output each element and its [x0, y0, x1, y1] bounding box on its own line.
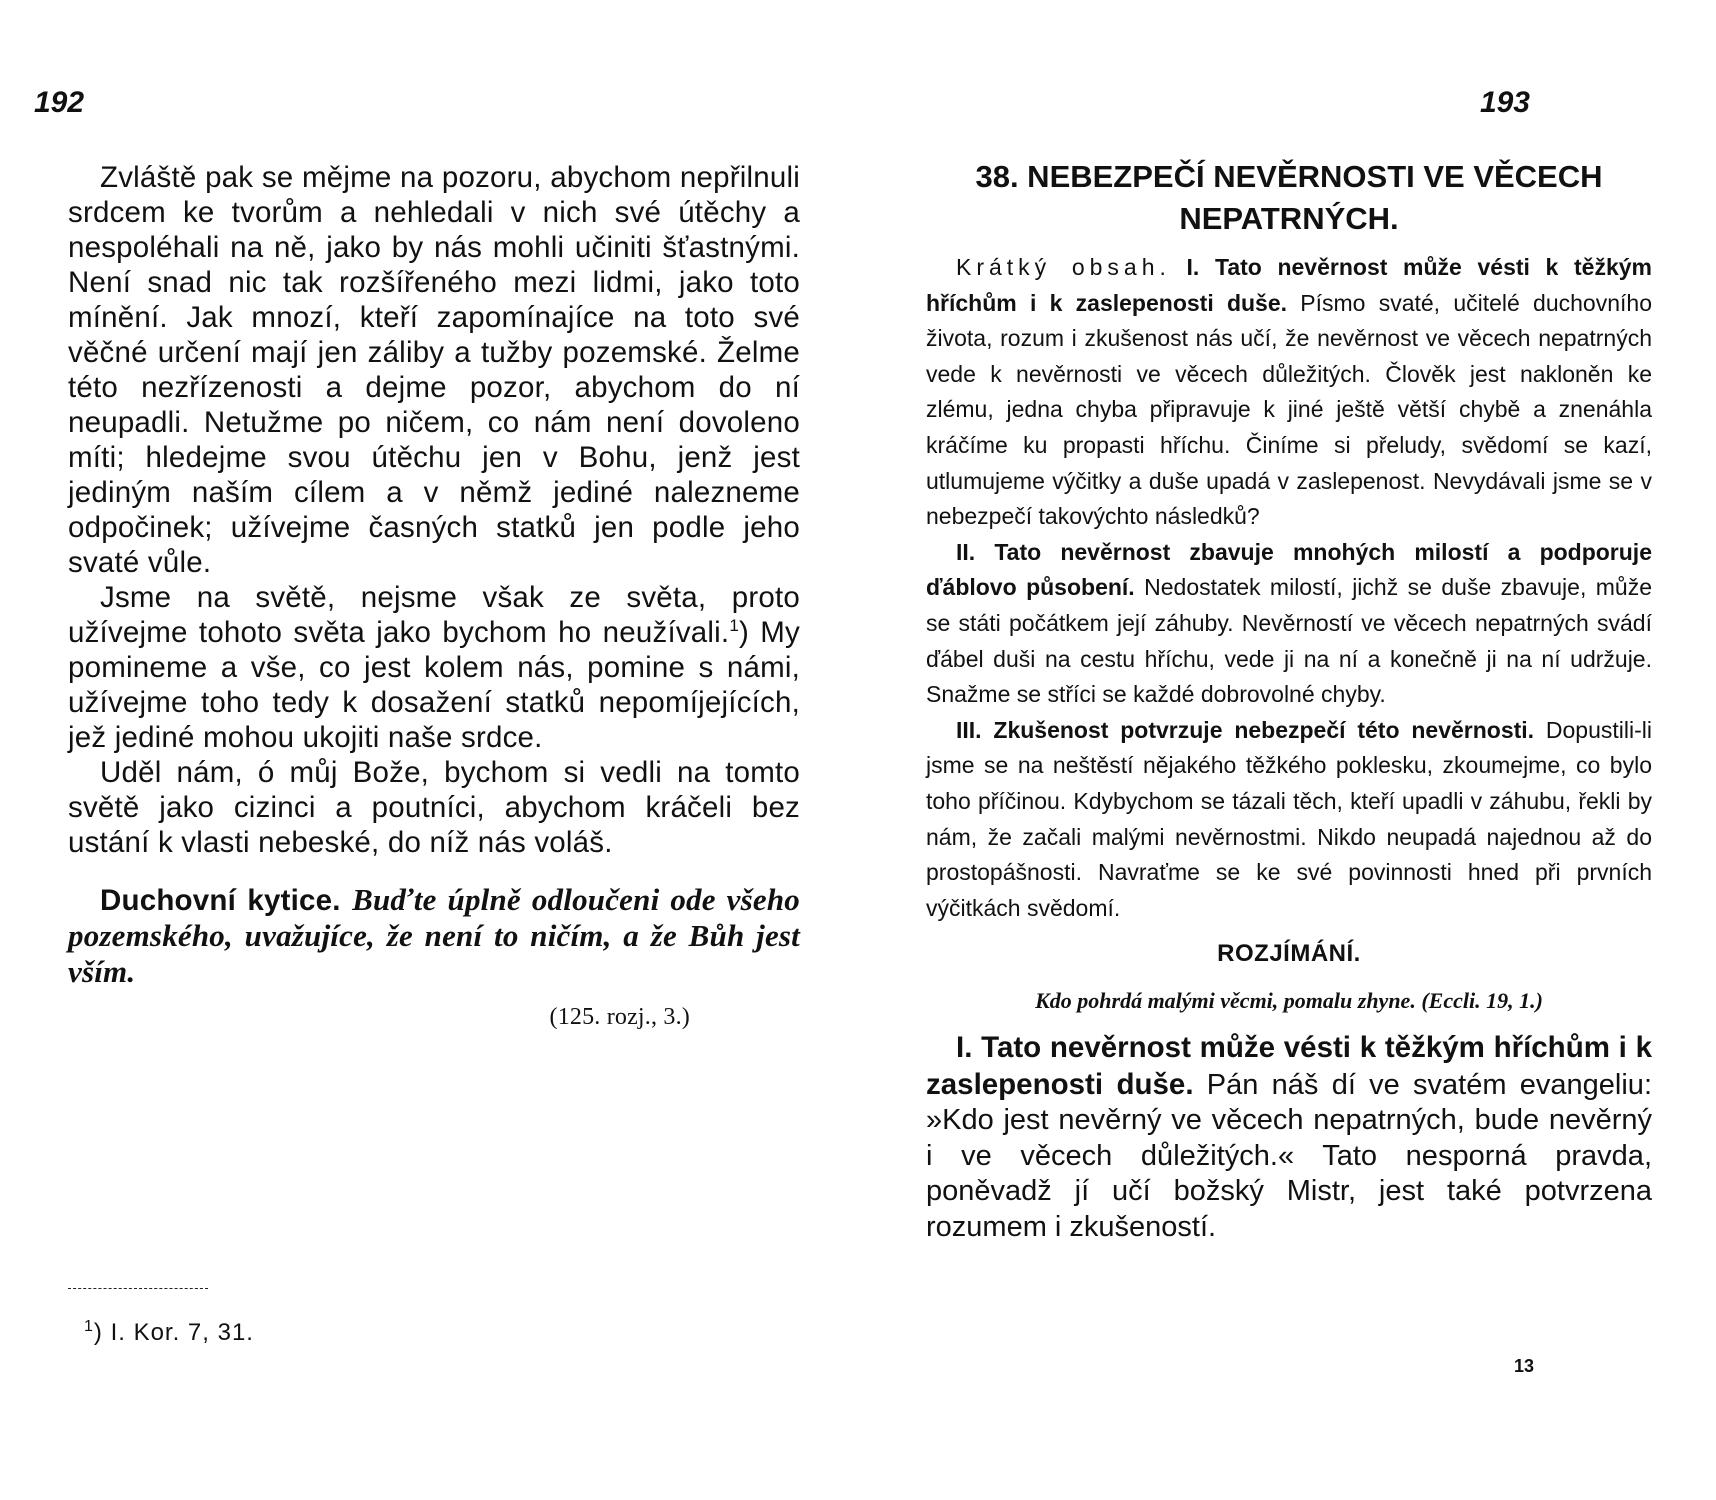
- meditation-motto: Kdo pohrdá malými věcmi, pomalu zhyne. (Eccli. 19, 1.): [1035, 988, 1543, 1014]
- summary-label: Krátký obsah.: [956, 254, 1171, 280]
- spiritual-bouquet-reference: (125. rozj., 3.): [549, 1004, 690, 1030]
- footnote-divider: [68, 1288, 208, 1289]
- footnote-marker: 1: [84, 1318, 94, 1335]
- summary-point-3-text: Dopustili-li jsme se na neštěstí nějakého těžkého poklesku, zkoumejme, co bylo toho příčinou. Kdybychom se tázali těch, kteří upadli v záhubu, řekli by nám, že začali malými nevěrnostmi. Nikdo neupadá najednou až do prostopášnosti. Navraťme se ke své povinnosti hned při prvních výčitkách svědomí.: [926, 716, 1652, 921]
- left-page-body: [68, 160, 800, 1035]
- summary-point-3: [926, 713, 1652, 927]
- summary-point-2-heading: II. Tato nevěrnost zbavuje mnohých milostí a podporuje ďáblovo působení.: [926, 538, 1652, 601]
- summary-point-1: [926, 250, 1652, 535]
- summary-point-1-heading: I. Tato nevěrnost může vésti k těžkým hříchům i k zaslepenosti duše.: [926, 254, 1652, 316]
- paragraph-2: Jsme na světě, nejsme však ze světa, proto užívejme tohoto světa jako bychom ho neužívali.$^1$) My pomineme a vše, co jest kolem nás, pomine s námi, užívejme toho tedy k dosažení statků nepomíjejících, jež jediné mohou ukojiti naše srdce.: [68, 581, 800, 754]
- summary: [926, 250, 1652, 926]
- page-number-right: 193: [1479, 86, 1530, 119]
- right-page: [858, 0, 1716, 1500]
- page-number-left: 192: [34, 86, 85, 119]
- summary-point-2-text: Nedostatek milostí, jichž se duše zbavuje, může se státi počátkem její záhuby. Nevěrností ve věcech nepatrných svádí ďábel duši na cestu hříchu, vede ji na ní a konečně ji na ní udržuje. Snažme se stříci se každé dobrovolné chyby.: [926, 574, 1653, 708]
- spiritual-bouquet-text: Buďte úplně odloučeni ode všeho pozemského, uvažujíce, že není to ničím, a že Bůh jest vším.: [68, 882, 800, 989]
- printer-signature-mark: 13: [1513, 1356, 1534, 1376]
- spiritual-bouquet: [68, 882, 800, 990]
- footnote-reference: 1: [729, 616, 739, 636]
- meditation-point-1-text: Pán náš dí ve svatém evangeliu: »Kdo jest nevěrný ve věcech nepatrných, bude nevěrný i ve věcech důležitých.« Tato nesporná pravda, poněvadž jí učí božský Mistr, jest také potvrzena rozumem i zkušeností.: [926, 1068, 1652, 1243]
- right-page-body: [926, 156, 1652, 1245]
- meditation-point-1-heading: I. Tato nevěrnost může vésti k těžkým hříchům i k zaslepenosti duše.: [926, 1031, 1652, 1101]
- spiritual-bouquet-label: Duchovní kytice.: [100, 884, 341, 917]
- footnote-text: ) I. Kor. 7, 31.: [93, 1319, 254, 1346]
- chapter-title: 38. NEBEZPEČÍ NEVĚRNOSTI VE VĚCECH NEPATRNÝCH.: [975, 159, 1603, 236]
- summary-point-2: [926, 535, 1652, 713]
- summary-point-3-heading: III. Zkušenost potvrzuje nebezpečí této nevěrnosti.: [956, 716, 1535, 743]
- paragraph-1: Zvláště pak se mějme na pozoru, abychom nepřilnuli srdcem ke tvorům a nehledali v nich své útěchy a nespoléhali na ně, jako by nás mohli učiniti šťastnými. Není snad nic tak rozšířeného mezi lidmi, jako toto mínění. Jak mnozí, kteří zapomínajíce na toto své věčné určení mají jen záliby a tužby pozemské. Želme této nezřízenosti a dejme pozor, abychom do ní neupadli. Netužme po ničem, co nám není dovoleno míti; hledejme svou útěchu jen v Bohu, jenž jest jediným naším cílem a v němž jediné nalezneme odpočinek; užívejme časných statků jen podle jeho svaté vůle.: [68, 161, 800, 579]
- paragraph-3: Uděl nám, ó můj Bože, bychom si vedli na tomto světě jako cizinci a poutníci, abychom kráčeli bez ustání k vlasti nebeské, do níž nás voláš.: [68, 756, 800, 859]
- summary-point-1-text: Písmo svaté, učitelé duchovního života, rozum i zkušenost nás učí, že nevěrnost ve věcech nepatrných vede k nevěrnosti ve věcech důležitých. Člověk jest nakloněn ke zlému, jedna chyba připravuje k jiné ještě větší chybě a znenáhla kráčíme ku propasti hříchu. Činíme si přeludy, svědomí se kazí, utlumujeme výčitky a duše upadá v zaslepenost. Nevydávali jsme se v nebezpečí takovýchto následků?: [926, 289, 1652, 530]
- meditation-point-1: [926, 1030, 1652, 1245]
- footnote: [84, 1318, 254, 1347]
- meditation-heading: ROZJÍMÁNÍ.: [1217, 940, 1361, 968]
